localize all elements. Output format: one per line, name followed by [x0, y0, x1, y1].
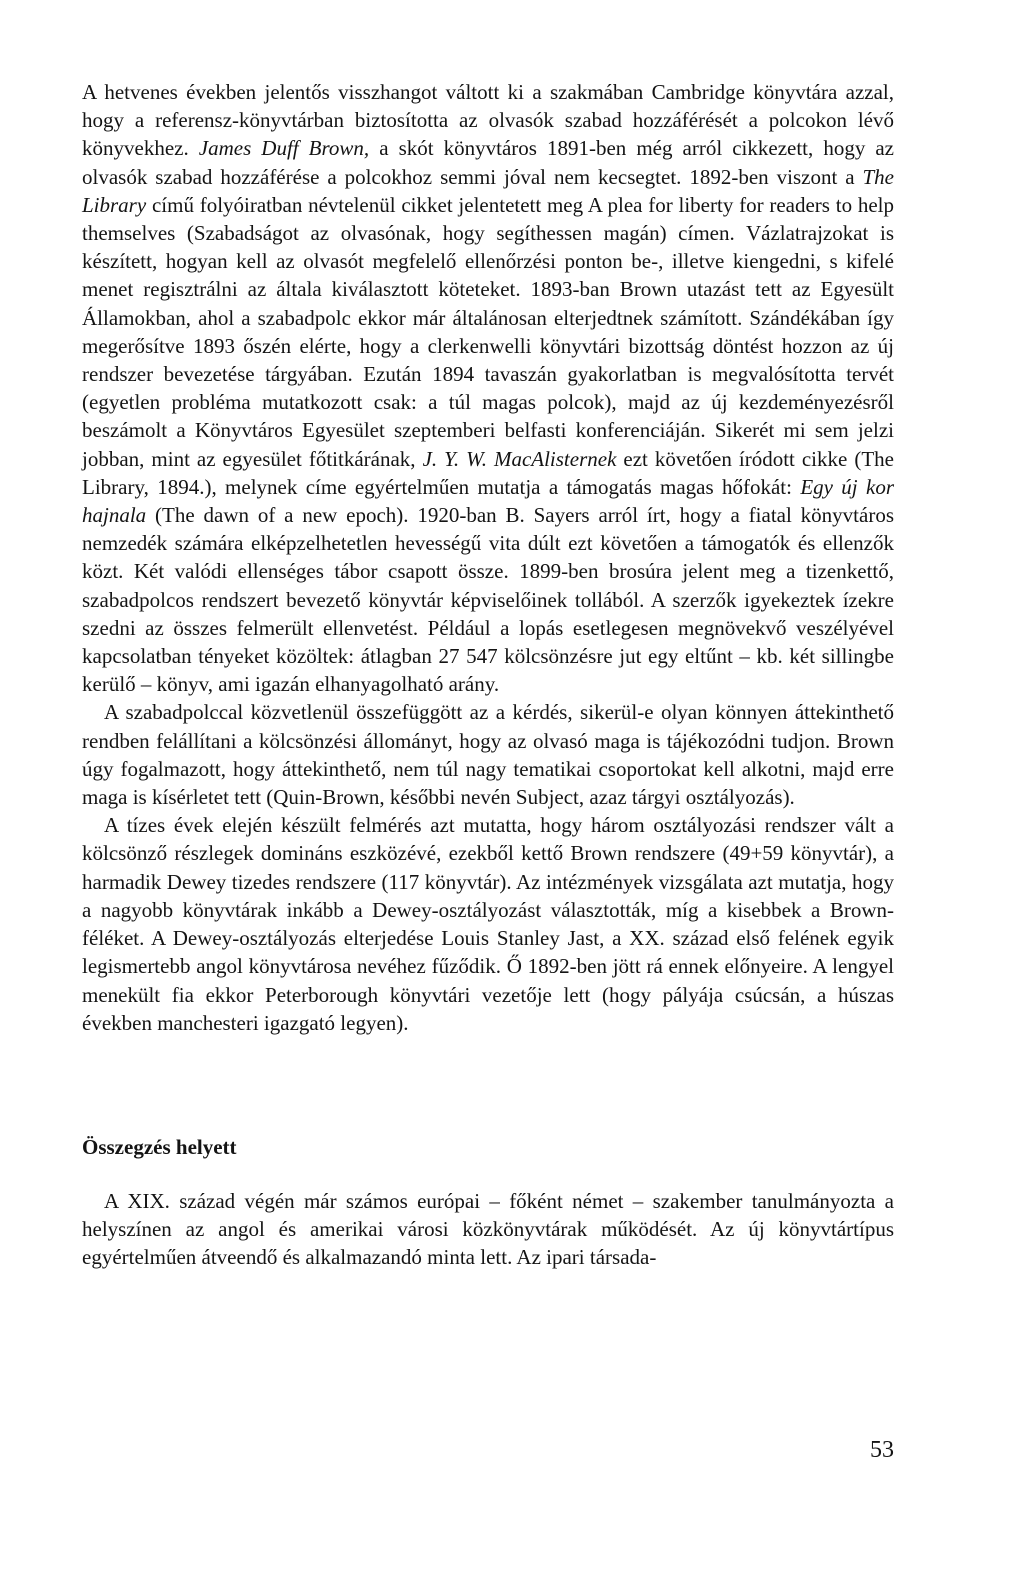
- page-number: 53: [870, 1437, 894, 1463]
- paragraph-2: A szabadpolccal közvetlenül összefüggött az a kérdés, sikerül-e olyan könnyen áttekinthető rendben felállítani a kölcsönzési állományt, hogy az olvasó maga is tájékozódni tudjon. Brown úgy fogalmazott, hogy áttekinthető, nem túl nagy tematikai csoportokat kell alkotni, majd erre maga is kísérletet tett (Quin-Brown, későbbi nevén Subject, azaz tárgyi osztályozás).: [82, 700, 894, 810]
- article-title: Egy új kor hajnala: [82, 474, 894, 528]
- paragraph-3: A tízes évek elején készült felmérés azt mutatta, hogy három osztályozási rendszer vált a kölcsönző részlegek domináns eszközévé, ezekből kettő Brown rendszere (49+59 könyvtár), a harmadik Dewey tizedes rendszere (117 könyvtár). Az intézmények vizsgálata azt mutatja, hogy a nagyobb könyvtárak inkább a Dewey-osztályozást választották, míg a kisebbek a Brown-féléket. A Dewey-osztályozás elterjedése Louis Stanley Jast, a XX. század első felének egyik legismertebb angol könyvtárosa nevéhez fűződik. Ő 1892-ben jött rá ennek előnyeire. A lengyel menekült fia ekkor Peterborough könyvtári vezetője lett (hogy pályája csúcsán, a húszas években manchesteri igazgató legyen).: [82, 813, 894, 1035]
- journal-title: The Library: [82, 164, 894, 217]
- page-text: [82, 78, 894, 1272]
- p1-sentence-2: a skót könyvtáros 1891-ben még arról cikkezett, hogy az olvasók szabad hozzáférése a polcokhoz semmi jóval nem kecsegtet. 1892-ben viszont a: [82, 136, 895, 189]
- paragraph-4: A XIX. század végén már számos európai – főként német – szakember tanulmányozta a helyszínen az angol és amerikai városi közkönyvtárak működését. Az új könyvtártípus egyértelműen átveendő és alkalmazandó minta lett. Az ipari társada-: [82, 1188, 894, 1270]
- section-heading: Összegzés helyett: [82, 1134, 237, 1159]
- person-name-macalister: J. Y. W. MacAlisternek: [422, 446, 617, 471]
- p1-sentence-4: ezt követően íródott cikke (The Library, 1894.), melynek címe egyértelműen mutatja a támogatás magas hőfokát:: [82, 446, 894, 499]
- p1-sentence-1: A hetvenes években jelentős visszhangot váltott ki a szakmában Cambridge könyvtára azzal, hogy a referensz-könyvtárban biztosította az olvasók szabad hozzáférését a polcokon lévő könyvekhez.: [82, 80, 894, 161]
- p1-sentence-3: című folyóiratban névtelenül cikket jelentetett meg A plea for liberty for readers to help themselves (Szabadságot az olvasónak, hogy segíthessen magán) címen. Vázlatrajzokat is készített, hogyan kell az olvasót megfelelő ellenőrzési ponton be-, illetve kiengedni, s kifelé menet regisztrálni az általa kiválasztott köteteket. 1893-ban Brown utazást tett az Egyesült Államokban, ahol a szabadpolc ekkor már általánosan elterjedtnek számított. Szándékában így megerősítve 1893 őszén elérte, hogy a clerkenwelli könyvtári bizottság döntést hozzon az új rendszer bevezetése tárgyában. Ezután 1894 tavaszán gyakorlatban is megvalósította tervét (egyetlen probléma mutatkozott csak: a túl magas polcok), majd az új kezdeményezésről beszámolt a Könyvtáros Egyesület szeptemberi belfasti konferenciáján. Sikerét mi sem jelzi jobban, mint az egyesület főtitkárának,: [82, 192, 894, 471]
- person-name-brown: James Duff Brown,: [198, 136, 370, 161]
- p1-sentence-5: (The dawn of a new epoch). 1920-ban B. Sayers arról írt, hogy a fiatal könyvtáros nemzedék számára elképzelhetetlen hevességű vita dúlt ezt követően a támogatók és ellenzők közt. Két valódi ellenséges tábor csapott össze. 1899-ben brosúra jelent meg a tizenkettő, szabadpolcos rendszert bevezető könyvtár képviselőinek tollából. A szerzők igyekeztek ízekre szedni az összes felmerült ellenvetést. Például a lopás esetlegesen megnövekvő veszélyével kapcsolatban tényeket közöltek: átlagban 27 547 kölcsönzésre jut egy eltűnt – kb. két sillingbe kerülő – könyv, ami igazán elhanyagolható arány.: [82, 503, 894, 697]
- paragraph-1: [82, 78, 894, 698]
